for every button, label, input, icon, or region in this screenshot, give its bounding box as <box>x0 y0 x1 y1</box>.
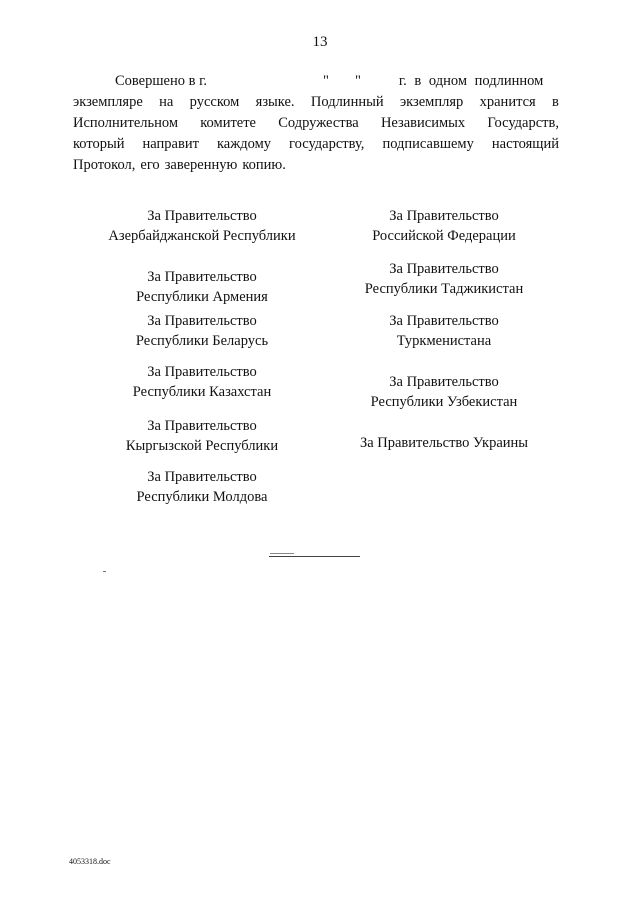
paragraph-word: Государств, <box>487 115 559 131</box>
paragraph-word: Протокол, <box>73 157 136 173</box>
signature-line: За Правительство Украины <box>359 435 529 451</box>
paragraph-line-2 <box>73 92 559 113</box>
signature-kazakhstan <box>72 362 332 402</box>
paragraph-word: копию. <box>242 157 286 173</box>
signature-tajikistan <box>314 259 574 299</box>
paragraph-word: направит <box>142 136 199 152</box>
paragraph-word: государству, <box>289 136 365 152</box>
signature-line: Российской Федерации <box>372 228 516 244</box>
paragraph-word: Совершено в г. <box>115 73 208 89</box>
signature-uzbekistan <box>314 372 574 412</box>
signature-line: За Правительство <box>147 469 257 485</box>
paragraph-word: заверенную <box>164 157 238 173</box>
paragraph-word: экземпляр <box>399 94 464 110</box>
paragraph-word: Содружества <box>278 115 359 131</box>
paragraph-word: русском <box>189 94 240 110</box>
divider-tick <box>270 553 294 554</box>
signature-line: Туркменистана <box>396 333 492 349</box>
signature-line: За Правительство <box>147 418 257 434</box>
paragraph-word: Исполнительном <box>73 115 179 131</box>
signature-line: Республики Казахстан <box>132 384 272 400</box>
end-divider <box>269 556 360 557</box>
paragraph-line-3 <box>73 113 559 134</box>
paragraph-word: хранится <box>479 94 536 110</box>
paragraph-word: г. в одном подлинном <box>398 73 544 89</box>
signature-line: За Правительство <box>389 208 499 224</box>
paragraph-word: Подлинный <box>310 94 384 110</box>
page-number: 13 <box>312 34 328 50</box>
paragraph-word: экземпляре <box>73 94 143 110</box>
paragraph-word: настоящий <box>491 136 559 152</box>
paragraph-line-4 <box>73 134 559 155</box>
signature-line: Республики Таджикистан <box>364 281 524 297</box>
closing-paragraph <box>73 71 559 176</box>
signature-azerbaijan <box>72 206 332 246</box>
signature-line: За Правительство <box>147 364 257 380</box>
signature-line: За Правительство <box>389 374 499 390</box>
signature-turkmenistan <box>314 311 574 351</box>
paragraph-word: который <box>73 136 125 152</box>
signature-line: Республики Молдова <box>136 489 268 505</box>
paragraph-quote: " <box>323 73 329 89</box>
paragraph-word: его <box>140 157 160 173</box>
signature-belarus <box>72 311 332 351</box>
signature-armenia <box>72 267 332 307</box>
paragraph-word: каждому <box>216 136 272 152</box>
footer-filename: 4053318.doc <box>69 857 111 866</box>
signature-line: Республики Армения <box>136 289 268 305</box>
signature-line: За Правительство <box>147 313 257 329</box>
signature-line: За Правительство <box>389 261 499 277</box>
signature-line: Азербайджанской Республики <box>108 228 296 244</box>
stray-mark <box>103 571 106 572</box>
paragraph-quote: " <box>354 73 361 89</box>
signature-line: Республики Беларусь <box>135 333 269 349</box>
paragraph-word: в <box>552 94 559 110</box>
paragraph-word: языке. <box>255 94 295 110</box>
signature-line: Республики Узбекистан <box>370 394 518 410</box>
signature-line: За Правительство <box>147 269 257 285</box>
signature-moldova <box>72 467 332 507</box>
paragraph-word: Независимых <box>380 115 466 131</box>
signature-line: За Правительство <box>389 313 499 329</box>
signature-line: За Правительство <box>147 208 257 224</box>
signature-ukraine <box>314 433 574 453</box>
paragraph-word: на <box>159 94 174 110</box>
paragraph-line-5 <box>73 155 559 176</box>
signature-russia <box>314 206 574 246</box>
signature-kyrgyzstan <box>72 416 332 456</box>
paragraph-word: комитете <box>200 115 256 131</box>
paragraph-line-1 <box>73 71 559 92</box>
signature-line: Кыргызской Республики <box>125 438 279 454</box>
paragraph-word: подписавшему <box>382 136 474 152</box>
